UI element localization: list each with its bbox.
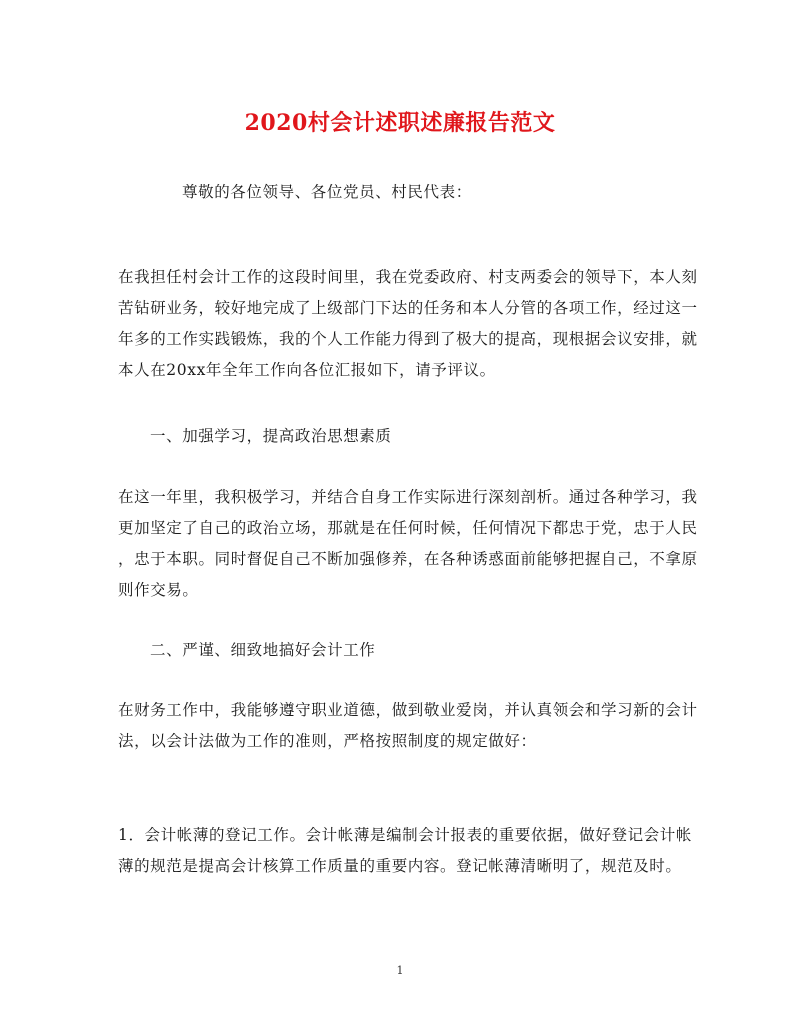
intro-line-4: 本人在20xx年全年工作向各位汇报如下，请予评议。 bbox=[118, 361, 496, 379]
intro-line-2: 苦钻研业务，较好地完成了上级部门下达的任务和本人分管的各项工作，经过这一 bbox=[118, 299, 698, 317]
item1-line-2: 薄的规范是提高会计核算工作质量的重要内容。登记帐薄清晰明了，规范及时。 bbox=[118, 857, 682, 875]
salutation: 尊敬的各位领导、各位党员、村民代表： bbox=[182, 183, 472, 201]
section1-heading: 一、加强学习，提高政治思想素质 bbox=[150, 427, 392, 445]
section2-line-1: 在财务工作中，我能够遵守职业道德，做到敬业爱岗，并认真领会和学习新的会计 bbox=[118, 701, 698, 719]
section1-line-4: 则作交易。 bbox=[118, 581, 199, 599]
intro-line-3: 年多的工作实践锻炼，我的个人工作能力得到了极大的提高，现根据会议安排，就 bbox=[118, 330, 698, 348]
section1-line-1: 在这一年里，我积极学习，并结合自身工作实际进行深刻剖析。通过各种学习，我 bbox=[118, 488, 698, 506]
section1-line-2: 更加坚定了自己的政治立场，那就是在任何时候，任何情况下都忠于党，忠于人民 bbox=[118, 519, 698, 537]
section1-line-3: ，忠于本职。同时督促自己不断加强修养，在各种诱惑面前能够把握自己，不拿原 bbox=[118, 550, 698, 568]
section2-line-2: 法，以会计法做为工作的准则，严格按照制度的规定做好： bbox=[118, 732, 537, 750]
item1-line-1: 1．会计帐薄的登记工作。会计帐薄是编制会计报表的重要依据，做好登记会计帐 bbox=[118, 826, 692, 844]
document-title: 2020村会计述职述廉报告范文 bbox=[244, 110, 556, 136]
section2-heading: 二、严谨、细致地搞好会计工作 bbox=[150, 641, 376, 659]
page-number: 1 bbox=[396, 964, 404, 977]
intro-line-1: 在我担任村会计工作的这段时间里，我在党委政府、村支两委会的领导下，本人刻 bbox=[118, 268, 698, 286]
